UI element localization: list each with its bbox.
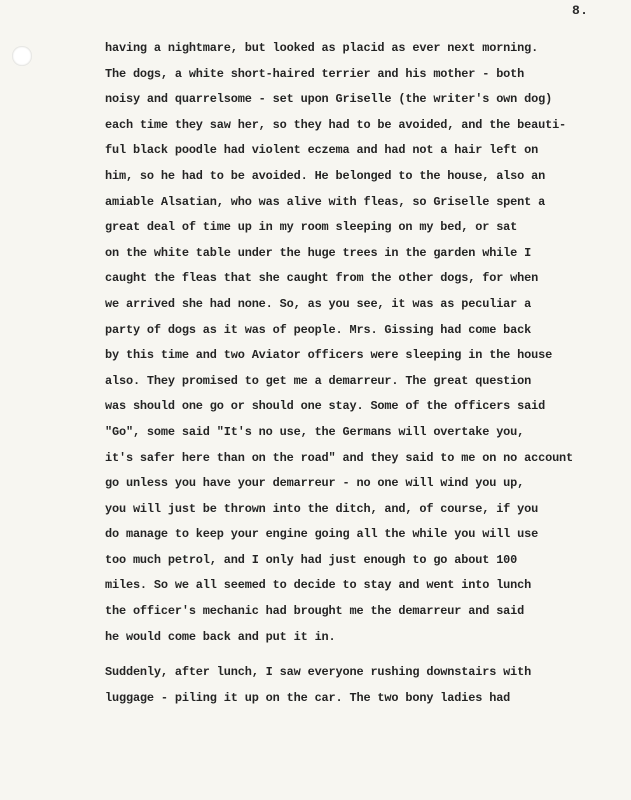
text-line: was should one go or should one stay. Some of the officers said bbox=[105, 399, 546, 414]
text-line: go unless you have your demarreur - no one will wind you up, bbox=[105, 476, 525, 491]
text-line: having a nightmare, but looked as placid as ever next morning. bbox=[105, 41, 539, 55]
text-line: The dogs, a white short-haired terrier and his mother - both bbox=[105, 66, 525, 81]
text-line: we arrived she had none. So, as you see, it was as peculiar a bbox=[105, 296, 532, 311]
text-line: amiable Alsatian, who was alive with fleas, so Griselle spent a bbox=[105, 194, 546, 209]
text-line: on the white table under the huge trees in the garden while I bbox=[105, 245, 532, 260]
text-line: miles. So we all seemed to decide to stay and went into lunch bbox=[105, 578, 532, 593]
text-line: each time they saw her, so they had to be avoided, and the beauti- bbox=[105, 117, 567, 132]
text-line: you will just be thrown into the ditch, and, of course, if you bbox=[105, 501, 539, 516]
text-line: ful black poodle had violent eczema and had not a hair left on bbox=[105, 143, 539, 158]
text-line: noisy and quarrelsome - set upon Griselle (the writer's own dog) bbox=[105, 92, 553, 107]
page-number: 8. bbox=[572, 3, 589, 18]
text-line: it's safer here than on the road" and they said to me on no account bbox=[105, 450, 574, 465]
text-line: caught the fleas that she caught from the other dogs, for when bbox=[105, 271, 539, 286]
text-line: "Go", some said "It's no use, the Germans will overtake you, bbox=[105, 424, 525, 439]
text-line: do manage to keep your engine going all the while you will use bbox=[105, 527, 539, 542]
text-line: great deal of time up in my room sleeping on my bed, or sat bbox=[105, 220, 518, 235]
text-line: Suddenly, after lunch, I saw everyone rushing downstairs with bbox=[105, 665, 532, 680]
text-line: also. They promised to get me a demarreur. The great question bbox=[105, 373, 532, 388]
typed-text-block bbox=[105, 36, 631, 711]
text-line: too much petrol, and I only had just enough to go about 100 bbox=[105, 552, 518, 567]
text-line: luggage - piling it up on the car. The two bony ladies had bbox=[105, 690, 511, 705]
punch-hole bbox=[12, 46, 32, 66]
text-line: party of dogs as it was of people. Mrs. Gissing had come back bbox=[105, 322, 532, 337]
text-line: him, so he had to be avoided. He belonged to the house, also an bbox=[105, 168, 546, 183]
text-line: the officer's mechanic had brought me the demarreur and said bbox=[105, 604, 525, 619]
text-line: by this time and two Aviator officers were sleeping in the house bbox=[105, 348, 553, 363]
text-line: he would come back and put it in. bbox=[105, 629, 336, 644]
